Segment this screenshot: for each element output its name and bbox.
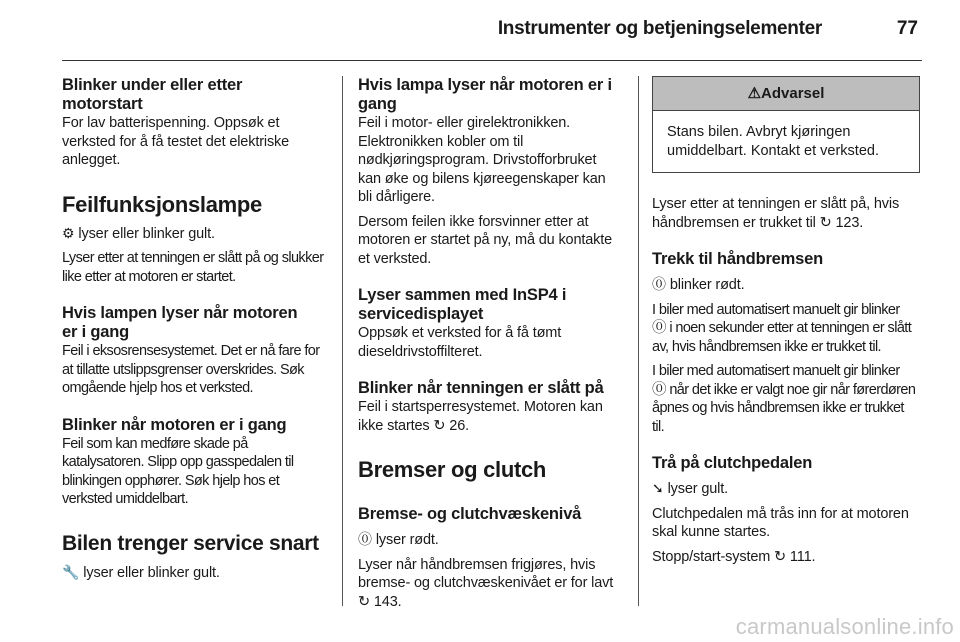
- indicator-line: ⚙ lyser eller blinker gult.: [62, 224, 215, 242]
- section-heading: Blinker når tenningen er slått på: [358, 379, 604, 397]
- section-heading: Trekk til håndbremsen: [652, 250, 823, 268]
- page-title: Instrumenter og betjeningselementer: [497, 18, 822, 39]
- clutch-icon: ➘: [652, 480, 664, 496]
- section-heading: Bilen trenger service snart: [62, 531, 319, 555]
- engine-icon: ⚙: [62, 224, 75, 241]
- section-text: Oppsøk et verksted for å få tømt dieseldrivstoffilteret.: [358, 325, 562, 360]
- column-2: [358, 76, 622, 611]
- indicator-line: ⓪ blinker rødt.: [652, 276, 745, 293]
- brake-icon: ⓪: [358, 531, 372, 547]
- section-text: Stopp/start-system ↻ 111.: [652, 548, 816, 565]
- indicator-line: 🔧 lyser eller blinker gult.: [62, 563, 220, 581]
- section-text: Feil som kan medføre skade på katalysatoren. Slipp opp gasspedalen til blinkingen opphører. Søk hjelp hos et verksted umiddelbart.: [62, 435, 294, 507]
- warning-heading: ⚠Advarsel: [653, 77, 919, 111]
- column-divider: [638, 76, 639, 606]
- section-text: Feil i startsperresystemet. Motoren kan ikke startes ↻ 26.: [358, 399, 603, 434]
- section-heading: Blinker under eller etter motorstart: [62, 76, 243, 113]
- page-header: [62, 0, 922, 62]
- section-heading: Trå på clutchpedalen: [652, 454, 813, 472]
- section-text: I biler med automatisert manuelt gir blinker ⓪ i noen sekunder etter at tenningen er slått av, hvis håndbremsen ikke er trukket til.: [652, 301, 912, 355]
- section-heading: Lyser sammen med InSP4 i servicedisplayet: [358, 286, 567, 323]
- section-text: Lyser når håndbremsen frigjøres, hvis bremse- og clutchvæskenivået er for lavt ↻ 143.: [358, 556, 614, 610]
- watermark: carmanualsonline.info: [735, 614, 954, 639]
- section-heading: Bremser og clutch: [358, 457, 547, 482]
- section-text: Lyser etter at tenningen er slått på og slukker like etter at motoren er startet.: [62, 250, 324, 285]
- column-3: [652, 76, 916, 566]
- section-heading: Bremse- og clutchvæskenivå: [358, 505, 582, 523]
- section-text: Lyser etter at tenningen er slått på, hvis håndbremsen er trukket til ↻ 123.: [652, 196, 900, 231]
- column-1: [62, 76, 326, 582]
- indicator-line: ➘ lyser gult.: [652, 480, 728, 497]
- section-text: Dersom feilen ikke forsvinner etter at motoren er startet på ny, må du kontakte et verksted.: [358, 213, 613, 267]
- section-heading: Feilfunksjonslampe: [62, 191, 262, 217]
- section-heading: Blinker når motoren er i gang: [62, 415, 287, 434]
- section-text: For lav batterispenning. Oppsøk et verksted for å få testet det elektriske anlegget.: [62, 115, 290, 168]
- header-rule: [62, 60, 922, 61]
- indicator-line: ⓪ lyser rødt.: [358, 531, 439, 548]
- section-heading: Hvis lampa lyser når motoren er i gang: [358, 76, 612, 113]
- section-text: Feil i eksosrensesystemet. Det er nå fare for at tillatte utslippsgrenser overskrides. Søk omgående hjelp hos et verksted.: [62, 343, 320, 396]
- page-number: 77: [896, 18, 918, 39]
- warning-box: [652, 76, 920, 173]
- section-heading: Hvis lampen lyser når motoren er i gang: [62, 304, 298, 341]
- section-text: Feil i motor- eller girelektronikken. Elektronikken kobler om til nødkjøringsprogram. Drivstofforbruket kan øke og bilens kjøreegenskaper kan bli dårligere.: [358, 115, 606, 205]
- section-text: Clutchpedalen må trås inn for at motoren skal kunne startes.: [652, 505, 909, 540]
- brake-icon: ⓪: [652, 276, 666, 292]
- warning-text: Stans bilen. Avbryt kjøringen umiddelbart. Kontakt et verksted.: [667, 124, 879, 159]
- section-text: I biler med automatisert manuelt gir blinker ⓪ når det ikke er valgt noe gir når førerdøren åpnes og hvis håndbremsen ikke er trukket til.: [652, 363, 916, 435]
- wrench-car-icon: 🔧: [62, 563, 80, 580]
- column-divider: [342, 76, 343, 606]
